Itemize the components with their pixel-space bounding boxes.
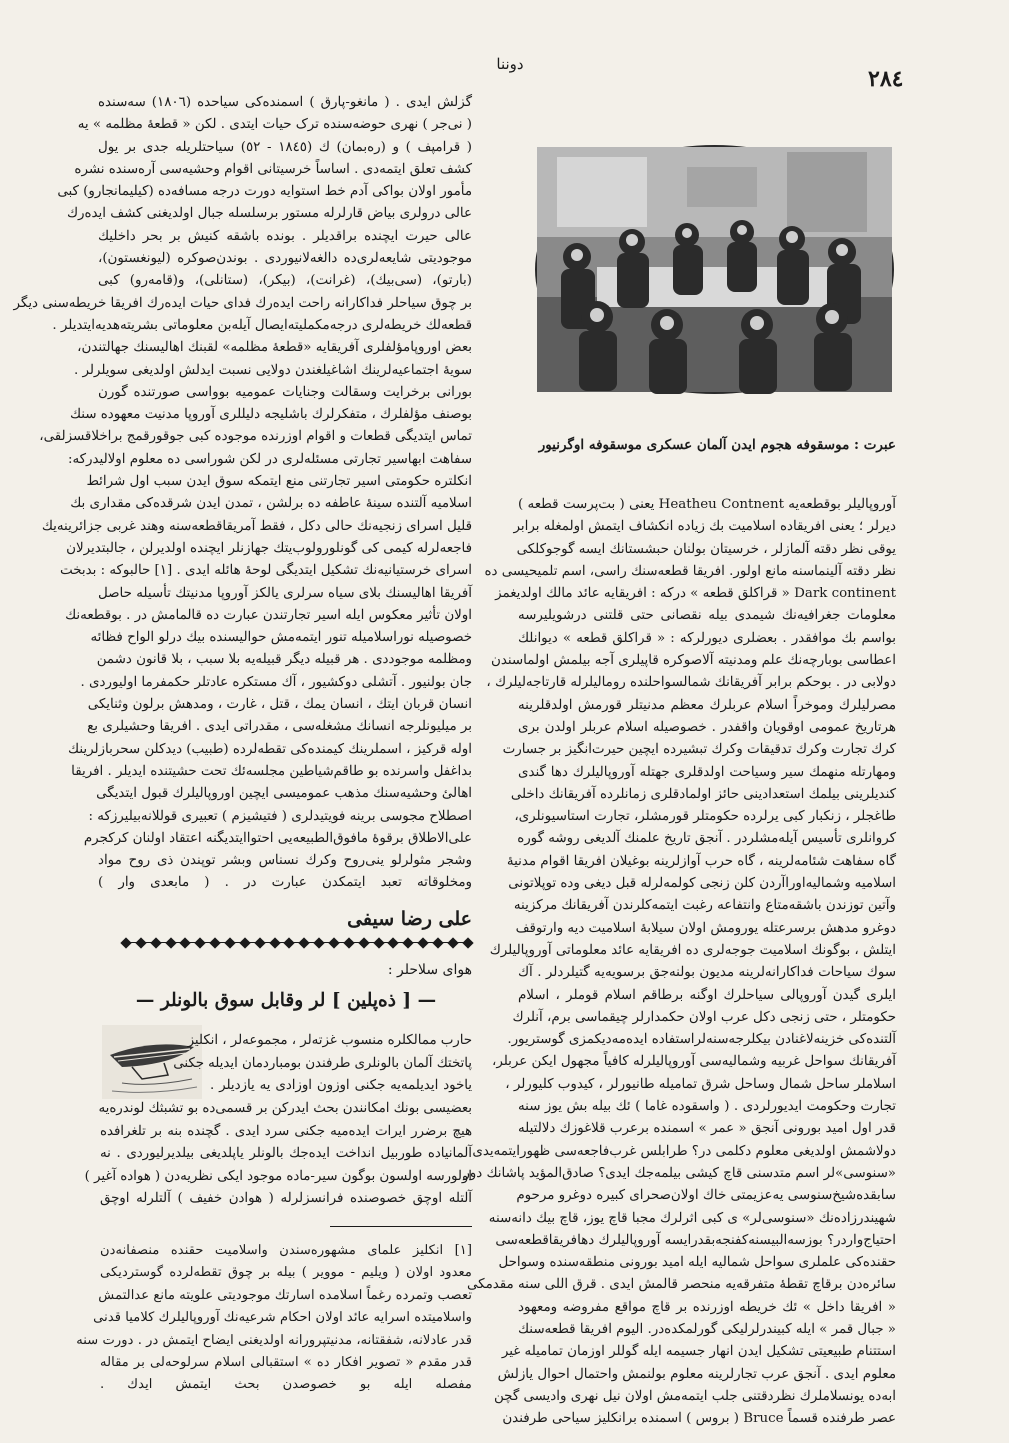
airship-intro	[173, 1030, 472, 1098]
text-line: اولان تأثیر معکوس ایله اسیر تجارتندن عبارت ده قالمامش در . بوقطعه‌نك	[65, 607, 472, 623]
text-line: اوله قرکیز ، اسملرینك کیمنده‌کی تقطه‌لرده (طبیب) دیدکلن سحربازلرینك	[68, 741, 472, 757]
text-line: قطعه‌لك خریطه‌لری درجه‌مکملیته‌ایصال آیله‌بن معلوماتی بشریته‌هدیه‌ایتدیلر .	[52, 317, 472, 333]
text-line: اهالیٔ وحشیه‌سنك مذهب عمومیسی ایچین اوروپالیلرك قبول ایتدیگی	[96, 786, 472, 802]
footnote-rule	[330, 1226, 472, 1227]
text-line: موجودیتی شایعه‌لری‌ده دالغه‌لانیوردی . بوندن‌صوکره (لیونغستون)،	[98, 251, 472, 267]
text-line: شهیندرزاده‌نك «سنوسی‌لر» ی کبی اثرلرك مجبا قاچ یوز، قاچ بیك دانه‌سنه	[488, 1210, 896, 1226]
text-line: ابه‌ده یونسلاملرك نظردقتنی جلب ایتمه‌مش اولان نیل نهری وادیسی گچن	[493, 1388, 896, 1404]
text-line: اولورسه اولسون بوگون سیر-ماده موجود ایکی نظریه‌دن ( هواده آغیر )	[84, 1168, 472, 1184]
photo-caption: عبرت : موسقوفه هجوم ایدن آلمان عسکری موسقوفه اوگرنیور	[538, 437, 896, 453]
photograph-soldiers-class	[535, 145, 894, 394]
running-head: دوننا	[496, 55, 524, 73]
text-line: اصطلاح مجوسی برینه فویتیدلری ( فتیشیزم ) تعبیری قوللانه‌بیلیرزکه :	[88, 808, 472, 824]
text-line: اسلامیه آلتنده سینهٔ عاطفه ده برلشن ، تمدن ایدن شرقده‌کی مقداری بك	[70, 496, 472, 512]
text-line: سویهٔ اجتماعیه‌لرینك اشاغیلغندن دولایی نسبت ایدلش اولدیغی سویلرلر .	[73, 362, 472, 378]
text-line: خصوصیله نوراسلامیله تنور ایتمه‌مش حوالیسنده بیك درلو الواح فظائه	[90, 630, 472, 646]
text-line: گاه سفاهت شئامه‌لرینه ، گاه حرب آوازلرینه بوغیلان افریقا اقوام مدنیهٔ	[506, 853, 896, 869]
text-line: واسلامیتده اسرایه عائد اولان احکام شرعیه‌نك آوروپالیلرك کلامیا قدنی	[93, 1310, 472, 1326]
text-line: کشف تعلق ایتمه‌دی . اساساً خرسیتانی اقوام وحشیه‌سی آره‌سنده نشره	[74, 161, 472, 177]
text-line: انکلتره حکومتی اسیر تجارتنی منع ایتمکه سوق ایدن سبب اول شرائط	[86, 474, 472, 490]
text-line: آفریقانك سواحل غربیه وشمالیه‌سی آوروپالیلرله کافیاً مجهول ایکن عربلر،	[492, 1054, 896, 1070]
text-line: بر میلیونلرجه انسانك مشغله‌سی ، مقدراتی ایدی . افریقا وحشیلری بع	[87, 719, 472, 735]
text-line: اسرای خرستیانیه‌نك تشکیل ایتدیگی لوحهٔ هائله ایدی . [١] حالبوکه : بدبخت	[60, 563, 472, 579]
text-line: هیچ برضرر ایرات ایده‌میه جکنی سرد ایدی . گچنده بنه بر تلغرافده	[100, 1123, 472, 1139]
text-line: بواسم بك موافقدر . بعضلری دیورلرکه : « قراکلق قطعه » دیوانلك	[518, 630, 896, 646]
text-line: ومخلوقاته تعبد ایتمکدن عبارت در . ( مابعدی وار )	[98, 875, 472, 891]
text-line: آلتله اوچق خصوصنده فرانسزلرله ( هوادن خفیف ) آلتلرله اوچق	[100, 1191, 472, 1206]
text-line: بر چوق سیاحلر فداکارانه راحت ایده‌رك فدای حیات ایده‌رك افریقا خریطه‌سنی دیگر	[13, 295, 472, 311]
text-line: تجارت وحکومت ایدیورلردی . ( واسقوده غاما ) ئك بیله بش یوز سنه	[518, 1099, 896, 1115]
text-line: آفریقا اهالیسنك بلای سیاه سرلری یالکز آوروپا مدنیتك تأسیله حاصل	[98, 585, 472, 601]
text-line: ایلری گیدن آوروپالی سیاحلرك اوگنه برطاقم اسلام قوملر ، اسلام	[518, 987, 896, 1003]
text-line: اعطاسی بوبارچه‌نك علم ومدنیته آلاصوکره قاپیلری آجه بیلمش اولماسندن	[491, 653, 896, 669]
text-line: جان بولنیور . آتشلی دوکشیور ، آك مستکره عادتلر حکمفرما اولیوردی .	[80, 674, 472, 690]
text-line: عالی حیرت ایچنده براقدیلر . بونده باشقه کنیش بر بحر داخلیك	[98, 228, 472, 244]
text-line: وشجر مثولرلو ینی‌روح وکرك نسناس وبشر توپندن ذی روح مواد	[98, 853, 472, 869]
text-line: بداغفل واسرنده بو طاقم‌شیاطین مجلسه‌ئك تحت حشیتنده ایدیلر . افریقا	[71, 763, 472, 779]
text-line: استتنام طبیعیتی تشکیل ایدن انهار جسیمه ایله گوللر اوزمان تمامیله غیر	[501, 1344, 896, 1360]
text-line: دوغرو مدهش برسرعتله یورومش اولان سیلابهٔ اسلامیت دیه وارتوقف	[515, 920, 896, 936]
text-line: مصرلیلرك وموخراً اسلام عربلرك معظم مدنیتلر قورمش اولدقلرینه	[518, 697, 896, 713]
text-line: نظر دقته آلینماسنه مانع اولور. افریقا قطعه‌سنك راسی، اسم تلمیحیسی ده	[484, 563, 896, 579]
text-line: «سنوسی»لر اسم متدسنی قاچ کیشی بیلمه‌جك ایدی؟ صادق‌المؤید پاشانك دور	[463, 1165, 896, 1181]
text-line: کروانلری تأسیس آیله‌مشلردر . آنجق تاریخ علمنك آلدیغی روشه گوره	[517, 831, 896, 847]
text-line: « جبال قمر » ایله کبیندرلرلیکی گورلمکده‌در. الیوم افریقا قطعه‌سنك	[518, 1321, 896, 1337]
text-line: Dark continent « قراکلق قطعه » درکه : افریقایه عائد مالك اولدیغمز	[495, 586, 896, 602]
text-line: هرتاریخ عمومی اوقویان واقفدر . خصوصیله اسلام عربلر اولدن برى	[518, 719, 896, 735]
airship-article	[84, 1098, 472, 1211]
footnote	[76, 1240, 472, 1397]
text-line: کندیلرینی بیلمك استعدادینی حائز اولمادقلری زمانلرده آفریقانك داخلی	[510, 786, 896, 802]
text-line: بعض اوروپامؤلفلری آفریقایه «قطعهٔ مظلمه» لقبنك اهالیسنك جهالتندن،	[77, 340, 472, 356]
text-line: تعصب وتمرده رغماً اسلامده اسارتك موجودیتی علویته مانع عدالتمش	[98, 1287, 472, 1303]
text-line: یوقی نظر دقته آلمازلر ، خرسیتان بولنان حبشستانك ایسه گوجوکلکی	[516, 541, 896, 557]
text-line: بورانی برخرایت وسقالت وجنایات عمومیه بوواسی صورتنده گورن	[98, 384, 472, 400]
section-title: — [ ذه‌پلین ] لر وقابل سوق بالونلر —	[135, 990, 437, 1011]
text-line: ( قرامپف ) و (ره‌بمان) ك (١٨٤٥ - ٥٢) سیاحتلریله جدی بر یول	[98, 139, 472, 155]
text-line: ومظلمه موجوددی . هر قبیله دیگر قبیله‌یه بلا سبب ، بلا قانون دشمن	[96, 652, 472, 668]
text-line: حارب ممالکلره منسوب غزته‌لر ، مجموعه‌لر ، انکلیز	[187, 1033, 472, 1048]
page-number: ٢٨٤	[868, 66, 904, 92]
text-line: فاجعه‌لرله کیمی کی گونلورولوب‌یتك جهازنلر ایچنده اولدیرلن ، جالبتدیرلان	[66, 540, 472, 556]
text-line: سائره‌دن برقاچ تقطهٔ متفرقه‌یه منحصر قالمش ایدی . قرق اللی سنه مقدمکی	[467, 1277, 896, 1293]
right-column-article	[463, 494, 896, 1430]
text-line: حکومتلر ، حتی زنجی دکل عرب اولان حکمدارلر چیقماسی برم، آنلرك	[512, 1009, 896, 1025]
text-line: حقنده‌کی علملری سواحل شمالیه ایله امید بورونی منطقه‌سنده وسواحل	[498, 1255, 896, 1271]
text-line: « افریقا داخل » ئك خریطه اوزرنده بر قاچ مواقع مفروضه ومعهود	[518, 1299, 896, 1315]
text-line: آوروپالیلر بوقطعه‌یه Heatheu Contnent یعنی ( بت‌پرست قطعه )	[518, 497, 896, 512]
text-line: علی‌الاطلاق برقوهٔ مافوق‌الطبیعه‌یی احتواایتدیگنه اعتقاد اولنان کرکجرم	[83, 830, 472, 846]
text-line: سفاهت ابهاسیر تجارتی مسئله‌لری در لکن شوراسی ده معلوم اولالیدرکه:	[67, 451, 472, 467]
text-line: قدر عادلانه، شفقتانه، مدنیتپرورانه اولدیغنی ایضاح ایتمش در . دورت سنه	[76, 1332, 472, 1348]
text-line: (بارتو)، (سی‌بیك)، (غرانت)، (بیکر)، (ستانلی)، و(قامه‌رو) کبی	[98, 273, 472, 289]
text-line: ومهارتله منهمك سیر وسیاحت اولدقلری جهتله آوروپالیلرك دها گندی	[518, 764, 896, 780]
section-subhead: هوای سلاحلر :	[387, 962, 472, 978]
text-line: ایتلش ، بوگونك اسلامیت جوجه‌لری ده افریقایه عائد معلوماتی آوروپالیلرك	[489, 942, 896, 958]
text-line: مأمور اولان بواکی آدم خط استوایه دورت درجه مسافه‌ده (کیلیمانجارو) کبی	[57, 184, 472, 200]
text-line: دیرلر ؛ یعنی افریقاده اسلامیت بك زیاده انکشاف ایتمش اولمغله برابر	[513, 519, 896, 535]
text-line: احتیاج‌واردر؟ بوزسه‌البیسنه‌کفنجه‌بقدرایسه آوروپالیلرك دهافریقاقطعه‌سی	[495, 1232, 896, 1248]
text-line: اسلامیه وشمالیه‌اوراآردن کلن زنجی کولمه‌لرله قبل دیغی وده توپلاتونی	[508, 876, 896, 892]
text-line: یاخود ایدیلمه‌یه جکنی اوزون اوزادی یه یازدیلر .	[210, 1078, 472, 1093]
text-line: آلتنده‌کی خزینه‌لاغنادن بیکلرجه‌سنه‌لرا‌ستفاده ایده‌مه‌دیکمزی گوستریور.	[507, 1032, 896, 1048]
text-line: سابقده‌شیخ‌سنوسی یه‌عزیمتی خاك اولان‌صحرای کبیره دوغرو مرحوم	[516, 1188, 896, 1204]
text-line: گزلش ایدی . ( مانغو-پارق ) اسمنده‌کی سیاحده (١٨٠٦) سه‌سنده	[98, 95, 472, 110]
text-line: عالی درولری بیاض قارلرله مستور برسلسله جبال اولدیغنی کشف ایده‌رك	[66, 206, 472, 222]
text-line: اسلاملر ساحل شمال وساحل شرق تمامیله طانیورلر ، کیدوب کلیورلر ،	[505, 1076, 896, 1092]
main-article	[13, 92, 472, 895]
text-line: بعضیسی بونك امکانندن بحث ایدرکن بر قسمی‌ده بو تشبثك لوندره‌یه	[98, 1101, 472, 1116]
text-line: عصر طرفنده قسماً Bruce ( بروس ) اسمنده برانکلیز سیاحی طرفندن	[502, 1411, 896, 1427]
ornament-divider	[122, 938, 472, 948]
text-line: دولابی در . بوحکم برابر آفریقانك شمالسواحلنده روماليلرله قارتاجه‌لیلرك ،	[486, 675, 896, 691]
text-line: قدر مقدم « تصویر افکار ده » استقبالی اسلام سرلوحه‌لی بر مقاله	[100, 1355, 472, 1371]
text-line: کرك تجارت وکرك تدقیقات وکرك تبشیرده ایچین حیرت‌انگیز بر جسارت	[502, 742, 896, 758]
text-line: قدر اول امید بورونی آنجق « عمر » اسمنده برعرب قلاغوزك دلالتیله	[518, 1121, 896, 1137]
author-signature: علی رضا سیفی	[347, 908, 472, 930]
text-line: مفصله ایله بو خصوصدن بحث ایتمش ایدك .	[100, 1377, 472, 1393]
text-line: بوصنف مؤلفلرك ، متفکرلرك باشلیجه دلیللری آوروپا مدنیت معهوده سنك	[69, 407, 472, 423]
text-line: معدود اولان ( ویلیم - موویر ) بیله بر چوق تقطه‌لرده گوستردیکی	[100, 1265, 472, 1281]
text-line: طاغجلر ، زنکبار کبی یرلرده حکومتلر قورمشلر، تجارت استاسیونلری،	[514, 809, 896, 825]
text-line: دولاشمش اولدیغی معلوم دکلمی در؟ طرابلس غرب‌فاجعه‌سی ظهورایتمه‌یدی	[472, 1143, 896, 1159]
text-line: تماس ایتدیگی قطعات و اقوام اوزرنده موجوده کبی جوقورقمج براخلاقسزلقی،	[39, 429, 472, 445]
text-line: وآتین توزندن باشقه‌متاع وانتفاعه رغبت ایتمه‌کلرندن آفریقانك مرکزینه	[513, 898, 896, 914]
text-line: آلمانیاده طوربیل انداخت ایده‌جك بالونلر یاپلدیغی بیلدیرلیوردی . نه	[100, 1146, 472, 1161]
text-line: انسان قربان ایتك ، انسان یمك ، قتل ، غارت ، ومدهش برلون وثنایکی	[87, 697, 472, 713]
text-line: ( نی‌جر ) نهری حوضه‌سنده ترک حیات ایتدی . لکن « قطعهٔ مظلمه » یه	[77, 117, 472, 133]
text-line: [١] انکلیز علمای مشهوره‌سندن واسلامیت حقنده منصفانه‌دن	[100, 1243, 472, 1258]
text-line: قلیل اسرای زنجیه‌نك حالی دکل ، فقط آمریقاقطعه‌سنه وهند غربی جزائرینه‌یك	[41, 518, 472, 534]
text-line: سوك سیاحات فداکارانه‌لرینه مدیون بولنه‌جق برسویه‌یه گتیلردلر . آك	[518, 965, 896, 981]
text-line: معلومات جغرافیه‌نك شیمدی بیله نقصانی حتی قلتنی درشویلیرسه	[518, 608, 896, 624]
text-line: پاتختك آلمان بالونلری طرفندن بومباردمان ایدیله جکنی	[173, 1055, 472, 1071]
text-line: معلوم ایدی . آنجق عرب تجارلرینه معلوم بولنمش واحتمال احوال یازلش	[497, 1366, 896, 1382]
